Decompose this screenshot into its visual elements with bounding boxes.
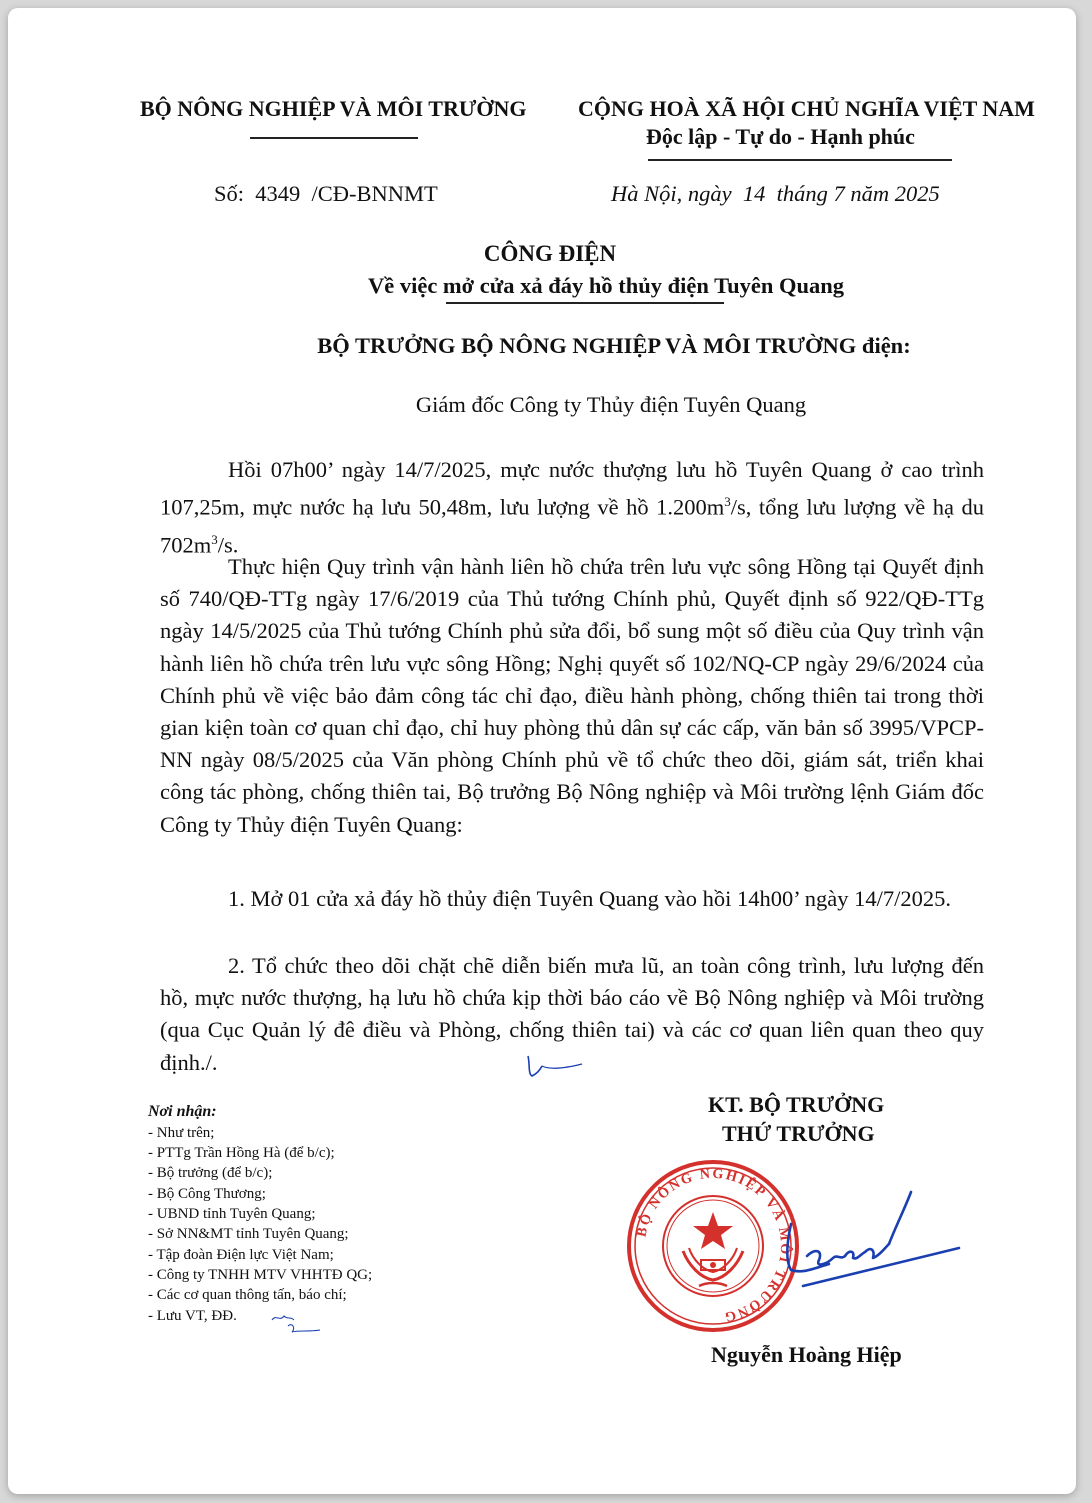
ministry-name: BỘ NÔNG NGHIỆP VÀ MÔI TRƯỜNG [140, 96, 527, 121]
document-page [8, 8, 1076, 1494]
superscript: 3 [211, 531, 218, 547]
legal-basis-paragraph: Thực hiện Quy trình vận hành liên hồ chứa trên lưu vực sông Hồng tại Quyết định số 740/QĐ-TTg ngày 17/6/2019 của Thủ tướng Chính phủ, Quyết định số 922/QĐ-TTg ngày 14/5/2025 của Thủ tướng Chính phủ sửa đổi, bổ sung một số điều của Quy trình vận hành liên hồ chứa trên lưu vực sông Hồng; Nghị quyết số 102/NQ-CP ngày 29/6/2024 của Chính phủ về việc bảo đảm công tác chỉ đạo, điều hành phòng, chống thiên tai trong thời gian kiện toàn cơ quan chỉ đạo, chỉ huy phòng thủ dân sự các cấp, văn bản số 3995/VPCP-NN ngày 08/5/2025 của Văn phòng Chính phủ về tổ chức theo dõi, giám sát, triển khai công tác phòng, chống thiên tai, Bộ trưởng Bộ Nông nghiệp và Môi trường lệnh Giám đốc Công ty Thủy điện Tuyên Quang: [160, 554, 984, 837]
recipient-item: - Bộ Công Thương; [148, 1186, 266, 1202]
ministry-underline [250, 137, 418, 139]
situation-paragraph [160, 454, 984, 562]
recipient-item: - Lưu VT, ĐĐ. [148, 1308, 237, 1324]
order-item-2: 2. Tổ chức theo dõi chặt chẽ diễn biến mưa lũ, an toàn công trình, lưu lượng đến hồ, mực nước thượng, hạ lưu hồ chứa kịp thời báo cáo về Bộ Nông nghiệp và Môi trường (qua Cục Quản lý đê điều và Phòng, chống thiên tai) và các cơ quan liên quan theo quy định./. [160, 953, 984, 1075]
clerk-initials [266, 1308, 326, 1338]
issuer-line: BỘ TRƯỞNG BỘ NÔNG NGHIỆP VÀ MÔI TRƯỜNG điện: [317, 333, 911, 358]
situation-text-a: Hồi 07h00’ ngày 14/7/2025, mực nước thượng lưu hồ Tuyên Quang ở cao trình 107,25m, mực nước hạ lưu 50,48m, lưu lượng về hồ 1.200m [160, 457, 984, 520]
recipient-line: Giám đốc Công ty Thủy điện Tuyên Quang [415, 392, 807, 417]
document-subject: Về việc mở cửa xả đáy hồ thủy điện Tuyên Quang [367, 273, 845, 298]
recipient-item: - Tập đoàn Điện lực Việt Nam; [148, 1247, 334, 1263]
recipient-item: - Như trên; [148, 1125, 215, 1141]
signer-name: Nguyễn Hoàng Hiệp [711, 1342, 902, 1367]
motto-underline [648, 159, 952, 161]
document-type: CÔNG ĐIỆN [483, 241, 617, 266]
order-item-1: 1. Mở 01 cửa xả đáy hồ thủy điện Tuyên Quang vào hồi 14h00’ ngày 14/7/2025. [228, 886, 951, 911]
national-motto: Độc lập - Tự do - Hạnh phúc [646, 124, 915, 149]
recipient-item: - Bộ trưởng (để b/c); [148, 1165, 273, 1181]
subject-underline [446, 302, 724, 304]
recipient-item: - PTTg Trần Hồng Hà (để b/c); [148, 1145, 335, 1161]
situation-text-c: /s. [217, 532, 239, 558]
signature-on-behalf: KT. BỘ TRƯỞNG [708, 1092, 885, 1117]
handwritten-signature [763, 1168, 963, 1308]
document-number: Số: 4349 /CĐ-BNNMT [214, 181, 438, 206]
recipient-item: - Các cơ quan thông tấn, báo chí; [148, 1287, 347, 1303]
situation-text-b: /s, tổng lưu lượng về hạ du 702m [160, 494, 984, 558]
svg-text:BỘ NÔNG NGHIỆP VÀ MÔI TRƯỜNG: BỘ NÔNG NGHIỆP VÀ MÔI TRƯỜNG [634, 1166, 793, 1325]
initials-mark [520, 1050, 590, 1082]
place-and-date: Hà Nội, ngày 14 tháng 7 năm 2025 [611, 181, 940, 206]
signature-position: THỨ TRƯỞNG [722, 1121, 875, 1146]
country-name: CỘNG HOÀ XÃ HỘI CHỦ NGHĨA VIỆT NAM [578, 96, 1035, 121]
superscript: 3 [724, 494, 731, 510]
recipient-item: - Công ty TNHH MTV VHHTĐ QG; [148, 1267, 373, 1283]
recipient-item: - UBND tỉnh Tuyên Quang; [148, 1206, 316, 1222]
recipients-heading: Nơi nhận: [148, 1103, 217, 1120]
recipient-item: - Sở NN&MT tỉnh Tuyên Quang; [148, 1226, 349, 1242]
